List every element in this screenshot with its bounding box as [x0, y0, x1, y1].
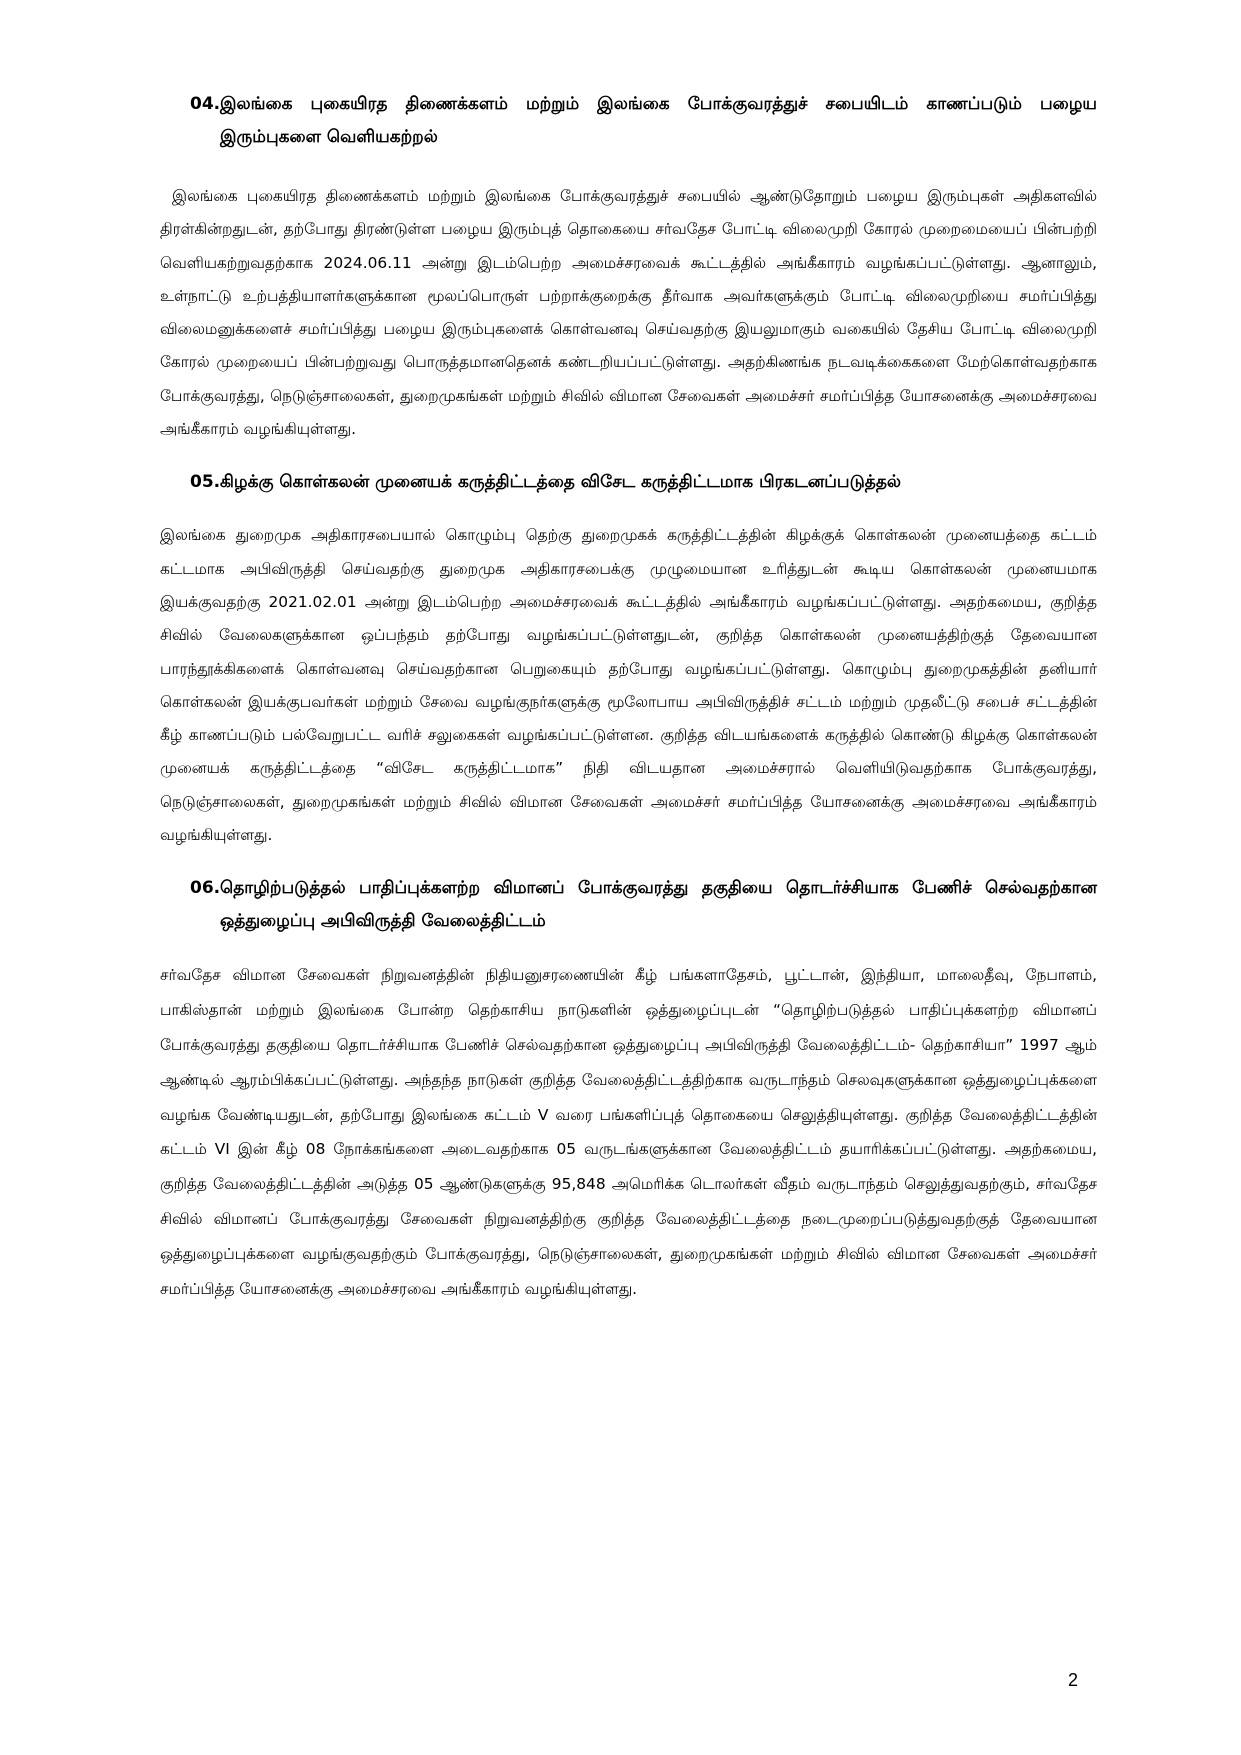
section-number: 04. — [190, 94, 221, 114]
page-number: 2 — [1068, 1670, 1079, 1690]
section-number: 06. — [190, 878, 221, 899]
section-body: இலங்கை துறைமுக அதிகாரசபையால் கொழும்பு தெற்கு துறைமுகக் கருத்திட்டத்தின் கிழக்குக் கொள்கலன் முனையத்தை கட்டம் கட்டமாக அபிவிருத்தி செய்வதற்கு துறைமுக அதிகாரசபைக்கு முழுமையான உரித்துடன் கூடிய கொள்கலன் முனையமாக இயக்குவதற்கு 2021.02.01 அன்று இடம்பெற்ற அமைச்சரவைக் கூட்டத்தில் அங்கீகாரம் வழங்கப்பட்டுள்ளது. அதற்கமைய, குறித்த சிவில் வேலைகளுக்கான ஒப்பந்தம் தற்போது வழங்கப்பட்டுள்ளதுடன், குறித்த கொள்கலன் முனையத்திற்குத் தேவையான பாரந்தூக்கிகளைக் கொள்வனவு செய்வதற்கான பெறுகையும் தற்போது வழங்கப்பட்டுள்ளது. கொழும்பு துறைமுகத்தின் தனியார் கொள்கலன் இயக்குபவர்கள் மற்றும் சேவை வழங்குநர்களுக்கு மூலோபாய அபிவிருத்திச் சட்டம் மற்றும் முதலீட்டு சபைச் சட்டத்தின் கீழ் காணப்படும் பல்வேறுபட்ட வரிச் சலுகைகள் வழங்கப்பட்டுள்ளன. குறித்த விடயங்களைக் கருத்தில் கொண்டு கிழக்கு கொள்கலன் முனையக் கருத்திட்டத்தை “விசேட கருத்திட்டமாக” நிதி விடயதான அமைச்சரால் வெளியிடுவதற்காக போக்குவரத்து, நெடுஞ்சாலைகள், துறைமுகங்கள் மற்றும் சிவில் விமான சேவைகள் அமைச்சர் சமர்ப்பித்த யோசனைக்கு அமைச்சரவை அங்கீகாரம் வழங்கியுள்ளது. — [160, 526, 1097, 845]
section-heading — [190, 872, 1097, 938]
section-04 — [160, 88, 1097, 446]
section-body: இலங்கை புகையிரத திணைக்களம் மற்றும் இலங்கை போக்குவரத்துச் சபையில் ஆண்டுதோறும் பழைய இரும்புகள் அதிகளவில் திரள்கின்றதுடன், தற்போது திரண்டுள்ள பழைய இரும்புத் தொகையை சர்வதேச போட்டி விலைமுறி கோரல் முறைமையைப் பின்பற்றி வெளியகற்றுவதற்காக 2024.06.11 அன்று இடம்பெற்ற அமைச்சரவைக் கூட்டத்தில் அங்கீகாரம் வழங்கப்பட்டுள்ளது. ஆனாலும், உள்நாட்டு உற்பத்தியாளர்களுக்கான மூலப்பொருள் பற்றாக்குறைக்கு தீர்வாக அவர்களுக்கும் போட்டி விலைமுறியை சமர்ப்பித்து விலைமனுக்களைச் சமர்ப்பித்து பழைய இரும்புகளைக் கொள்வனவு செய்வதற்கு இயலுமாகும் வகையில் தேசிய போட்டி விலைமுறி கோரல் முறையைப் பின்பற்றுவது பொருத்தமானதெனக் கண்டறியப்பட்டுள்ளது. அதற்கிணங்க நடவடிக்கைகளை மேற்கொள்வதற்காக போக்குவரத்து, நெடுஞ்சாலைகள், துறைமுகங்கள் மற்றும் சிவில் விமான சேவைகள் அமைச்சர் சமர்ப்பித்த யோசனைக்கு அமைச்சரவை அங்கீகாரம் வழங்கியுள்ளது. — [160, 187, 1097, 439]
section-06 — [160, 872, 1097, 1306]
section-heading — [190, 88, 1097, 154]
section-body: சர்வதேச விமான சேவைகள் நிறுவனத்தின் நிதியனுசரணையின் கீழ் பங்களாதேசம், பூட்டான், இந்தியா, மாலைதீவு, நேபாளம், பாகிஸ்தான் மற்றும் இலங்கை போன்ற தெற்காசிய நாடுகளின் ஒத்துழைப்புடன் “தொழிற்படுத்தல் பாதிப்புக்களற்ற விமானப் போக்குவரத்து தகுதியை தொடர்ச்சியாக பேணிச் செல்வதற்கான ஒத்துழைப்பு அபிவிருத்தி வேலைத்திட்டம்- தெற்காசியா” 1997 ஆம் ஆண்டில் ஆரம்பிக்கப்பட்டுள்ளது. அந்தந்த நாடுகள் குறித்த வேலைத்திட்டத்திற்காக வருடாந்தம் செலவுகளுக்கான ஒத்துழைப்புக்களை வழங்க வேண்டியதுடன், தற்போது இலங்கை கட்டம் V வரை பங்களிப்புத் தொகையை செலுத்தியுள்ளது. குறித்த வேலைத்திட்டத்தின் கட்டம் VI இன் கீழ் 08 நோக்கங்களை அடைவதற்காக 05 வருடங்களுக்கான வேலைத்திட்டம் தயாரிக்கப்பட்டுள்ளது. அதற்கமைய, குறித்த வேலைத்திட்டத்தின் அடுத்த 05 ஆண்டுகளுக்கு 95,848 அமெரிக்க டொலர்கள் வீதம் வருடாந்தம் செலுத்துவதற்கும், சர்வதேச சிவில் விமானப் போக்குவரத்து சேவைகள் நிறுவனத்திற்கு குறித்த வேலைத்திட்டத்தை நடைமுறைப்படுத்துவதற்குத் தேவையான ஒத்துழைப்புக்களை வழங்குவதற்கும் போக்குவரத்து, நெடுஞ்சாலைகள், துறைமுகங்கள் மற்றும் சிவில் விமான சேவைகள் அமைச்சர் சமர்ப்பித்த யோசனைக்கு அமைச்சரவை அங்கீகாரம் வழங்கியுள்ளது. — [160, 966, 1097, 1298]
document-page — [160, 88, 1097, 1306]
section-title: கிழக்கு கொள்கலன் முனையக் கருத்திட்டத்தை விசேட கருத்திட்டமாக பிரகடனப்படுத்தல் — [220, 472, 902, 493]
section-title: தொழிற்படுத்தல் பாதிப்புக்களற்ற விமானப் போக்குவரத்து தகுதியை தொடர்ச்சியாக பேணிச் செல்வதற்கான ஒத்துழைப்பு அபிவிருத்தி வேலைத்திட்டம் — [220, 878, 1097, 932]
section-number: 05. — [190, 472, 221, 493]
section-05 — [160, 466, 1097, 852]
section-title: இலங்கை புகையிரத திணைக்களம் மற்றும் இலங்கை போக்குவரத்துச் சபையிடம் காணப்படும் பழைய இரும்புகளை வெளியகற்றல் — [220, 94, 1097, 147]
section-heading — [190, 466, 1097, 499]
